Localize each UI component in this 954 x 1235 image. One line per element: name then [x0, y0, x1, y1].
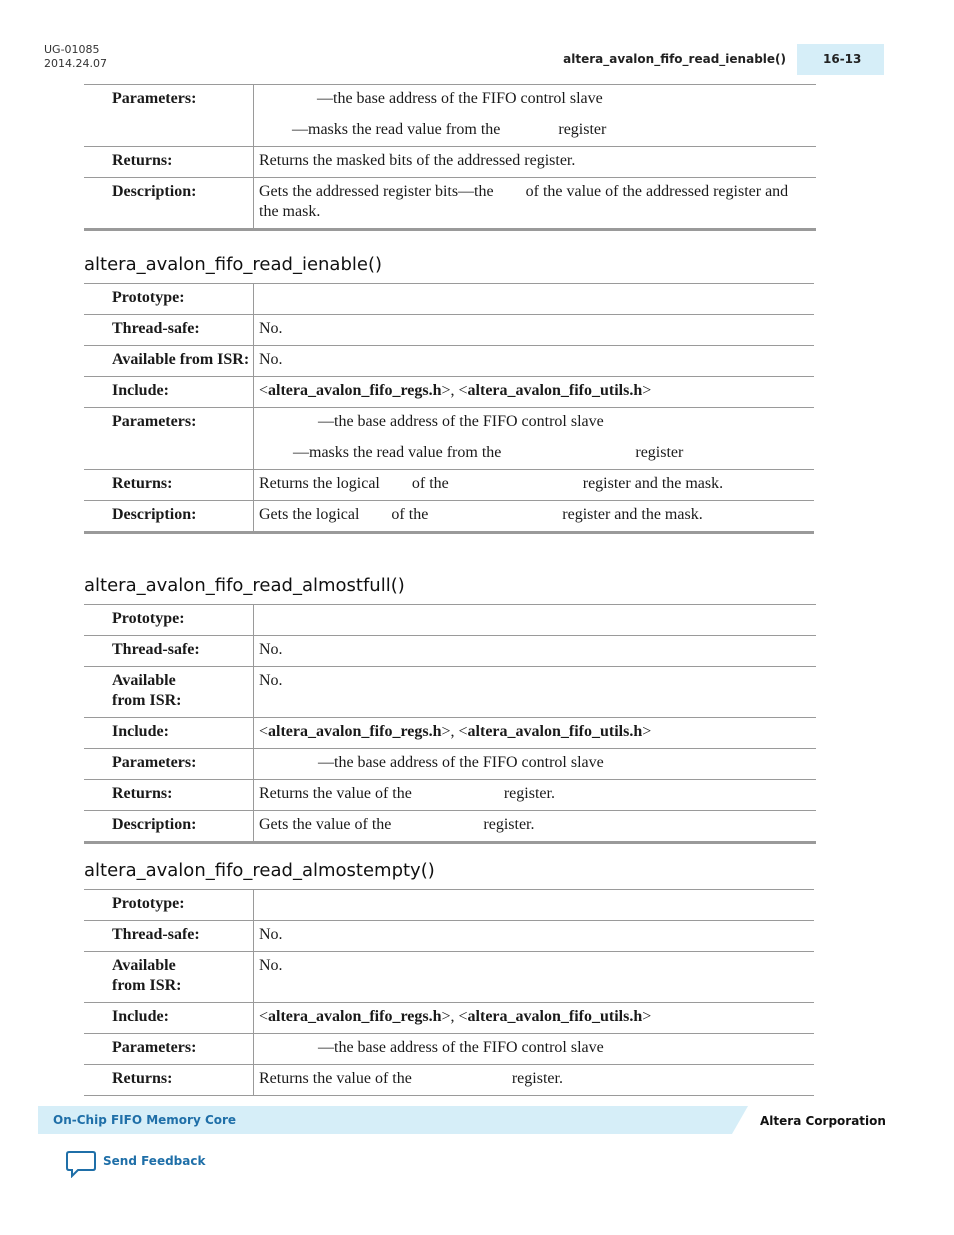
- parameters-value: —the base address of the FIFO control slave: [254, 1034, 815, 1065]
- include-label: Include:: [84, 718, 254, 749]
- prototype-value: [254, 284, 815, 315]
- returns-label: Returns:: [84, 147, 254, 178]
- thread-safe-label: Thread-safe:: [84, 636, 254, 667]
- prototype-value: [254, 890, 815, 921]
- returns-value: Returns the logical of the register and the mask.: [254, 470, 815, 501]
- prototype-label: Prototype:: [84, 605, 254, 636]
- returns-label: Returns:: [84, 1065, 254, 1096]
- parameters-label: Parameters:: [84, 1034, 254, 1065]
- section-title-ienable: altera_avalon_fifo_read_ienable(): [84, 254, 383, 275]
- section-title-almostempty: altera_avalon_fifo_read_almostempty(): [84, 860, 435, 881]
- page-number: 16-13: [797, 44, 884, 75]
- description-value: Gets the logical of the register and the mask.: [254, 501, 815, 533]
- available-from-isr-label: Available from ISR:: [84, 346, 254, 377]
- prototype-value: [254, 605, 817, 636]
- returns-value: Returns the value of the register.: [254, 1065, 815, 1096]
- thread-safe-label: Thread-safe:: [84, 315, 254, 346]
- ienable-table: [84, 283, 814, 534]
- document-id: UG-01085: [44, 43, 100, 56]
- section-title-almostfull: altera_avalon_fifo_read_almostfull(): [84, 575, 405, 596]
- include-label: Include:: [84, 1003, 254, 1034]
- footer-company: Altera Corporation: [760, 1114, 886, 1128]
- thread-safe-label: Thread-safe:: [84, 921, 254, 952]
- parameters-label: Parameters:: [84, 85, 254, 147]
- parameters-label: Parameters:: [84, 749, 254, 780]
- prototype-label: Prototype:: [84, 284, 254, 315]
- returns-value: Returns the value of the register.: [254, 780, 817, 811]
- include-label: Include:: [84, 377, 254, 408]
- available-from-isr-value: No.: [254, 667, 817, 718]
- parameters-value: —the base address of the FIFO control slave —masks the read value from the register: [254, 408, 815, 470]
- include-value: <altera_avalon_fifo_regs.h>, <altera_avalon_fifo_utils.h>: [254, 1003, 815, 1034]
- available-from-isr-value: No.: [254, 346, 815, 377]
- parameters-value: —the base address of the FIFO control slave —masks the read value from the register: [254, 85, 817, 147]
- parameters-label: Parameters:: [84, 408, 254, 470]
- thread-safe-value: No.: [254, 315, 815, 346]
- document-date: 2014.24.07: [44, 57, 107, 70]
- parameters-value: —the base address of the FIFO control slave: [254, 749, 817, 780]
- description-value: Gets the addressed register bits—the of the value of the addressed register and the mask.: [254, 178, 817, 230]
- available-from-isr-label: Available from ISR:: [84, 952, 254, 1003]
- returns-label: Returns:: [84, 470, 254, 501]
- description-value: Gets the value of the register.: [254, 811, 817, 843]
- include-value: <altera_avalon_fifo_regs.h>, <altera_avalon_fifo_utils.h>: [254, 718, 817, 749]
- footer-document-name: On-Chip FIFO Memory Core: [53, 1113, 237, 1127]
- description-label: Description:: [84, 178, 254, 230]
- thread-safe-value: No.: [254, 921, 815, 952]
- description-label: Description:: [84, 501, 254, 533]
- returns-label: Returns:: [84, 780, 254, 811]
- thread-safe-value: No.: [254, 636, 817, 667]
- feedback-speech-bubble-icon[interactable]: [66, 1150, 96, 1178]
- description-label: Description:: [84, 811, 254, 843]
- send-feedback-link[interactable]: Send Feedback: [103, 1154, 206, 1168]
- available-from-isr-value: No.: [254, 952, 815, 1003]
- document-id-block: [44, 43, 107, 71]
- continued-function-table: [84, 84, 816, 231]
- almostfull-table: [84, 604, 816, 844]
- returns-value: Returns the masked bits of the addressed register.: [254, 147, 817, 178]
- prototype-label: Prototype:: [84, 890, 254, 921]
- almostempty-table: [84, 889, 814, 1096]
- include-value: <altera_avalon_fifo_regs.h>, <altera_avalon_fifo_utils.h>: [254, 377, 815, 408]
- running-title: altera_avalon_fifo_read_ienable(): [563, 52, 786, 66]
- available-from-isr-label: Available from ISR:: [84, 667, 254, 718]
